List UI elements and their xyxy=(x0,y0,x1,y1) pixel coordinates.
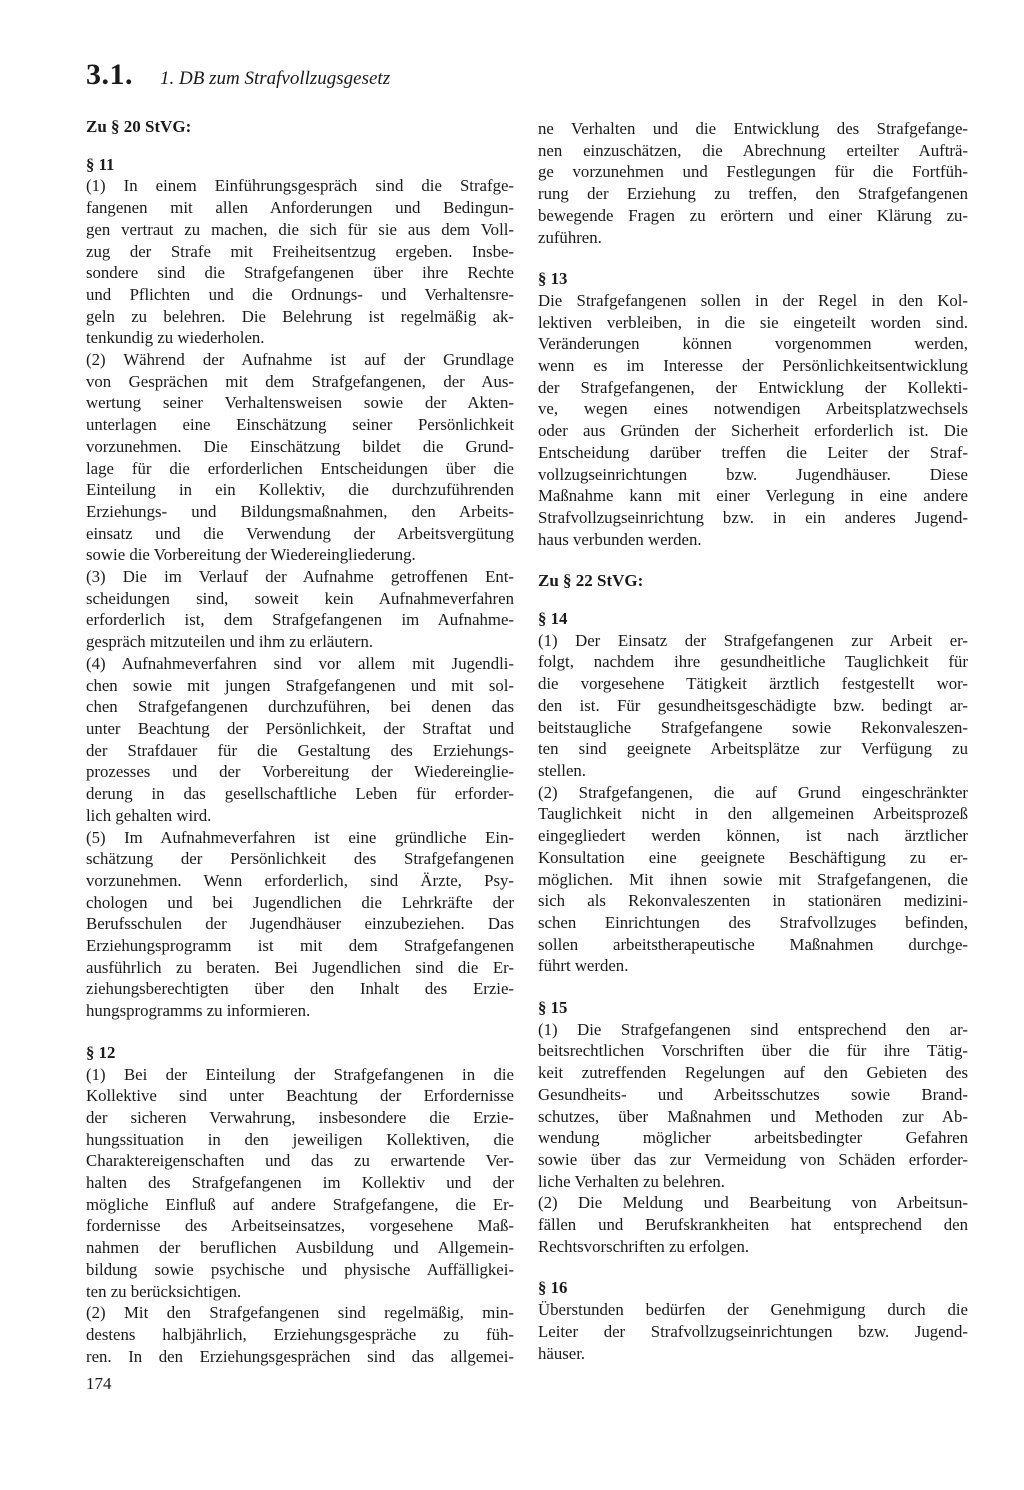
text-line: Entscheidung darüber treffen die Leiter der Straf- xyxy=(538,442,968,462)
text-line: vollzugseinrichtungen bzw. Jugendhäuser. Diese xyxy=(538,464,968,484)
text-line: (3) Die im Verlauf der Aufnahme getroffenen Ent- xyxy=(86,567,514,587)
paragraph-12 xyxy=(86,1042,514,1368)
paragraph-16 xyxy=(538,1277,968,1364)
text-line: Berufsschulen der Jugendhäuser einzubeziehen. Das xyxy=(86,914,514,934)
text-line: ne Verhalten und die Entwicklung des Strafgefange- xyxy=(538,119,968,138)
text-line: Leiter der Strafvollzugseinrichtungen bzw. Jugend- xyxy=(538,1321,968,1341)
paragraph-12-text xyxy=(86,1064,514,1368)
text-line: liche Verhalten zu belehren. xyxy=(538,1171,725,1191)
text-line: Kollektive sind unter Beachtung der Erfordernisse xyxy=(86,1086,514,1106)
paragraph-12-continued-text xyxy=(538,118,968,248)
text-line: wertung seiner Verhaltensweisen sowie der Akten- xyxy=(86,393,514,413)
text-line: sowie über das zur Vermeidung von Schäden erforder- xyxy=(538,1149,968,1169)
text-line: sollen arbeitstherapeutische Maßnahmen durchge- xyxy=(538,934,968,954)
text-line: ten sind geeignete Arbeitsplätze zur Verfügung zu xyxy=(538,739,968,759)
heading-zu-22-stvg: Zu § 22 StVG: xyxy=(538,571,644,591)
text-line: rung der Erziehung zu treffen, den Strafgefangenen xyxy=(538,184,968,204)
heading-zu-20-stvg: Zu § 20 StVG: xyxy=(86,117,192,136)
text-line: fangenen mit allen Anforderungen und Bedingun- xyxy=(86,198,514,218)
paragraph-12-label: § 12 xyxy=(86,1042,116,1062)
text-line: der Strafgefangenen, der Entwicklung der Kollekti- xyxy=(538,377,968,397)
text-line: Rechtsvorschriften zu erfolgen. xyxy=(538,1236,750,1256)
paragraph-11 xyxy=(86,154,514,1022)
text-line: (1) Bei der Einteilung der Strafgefangenen in die xyxy=(86,1064,514,1084)
text-line: chen Strafgefangenen durchzuführen, bei denen das xyxy=(86,697,514,717)
text-line: prozesses und der Vorbereitung der Wiedereinglie- xyxy=(86,762,514,782)
text-line: führt werden. xyxy=(538,956,629,976)
paragraph-13-text xyxy=(538,290,968,550)
paragraph-13 xyxy=(538,268,968,550)
text-line: halten des Strafgefangenen im Kollektiv und der xyxy=(86,1173,514,1193)
text-line: chen sowie mit jungen Strafgefangenen und mit sol- xyxy=(86,675,514,695)
text-line: Einteilung in ein Kollektiv, die durchzuführenden xyxy=(86,480,514,500)
text-line: nahmen der beruflichen Ausbildung und Allgemein- xyxy=(86,1238,514,1258)
text-line: sondere sind die Strafgefangenen über ihre Rechte xyxy=(86,263,514,283)
text-line: schutzes, über Maßnahmen und Methoden zur Ab- xyxy=(538,1106,968,1126)
paragraph-15 xyxy=(538,997,968,1257)
text-line: lektiven verbleiben, in die sie eingeteilt worden sind. xyxy=(538,312,968,332)
text-line: schen Einrichtungen des Strafvollzuges befinden, xyxy=(538,912,968,932)
paragraph-13-label: § 13 xyxy=(538,269,568,289)
text-line: folgt, nachdem ihre gesundheitliche Tauglichkeit für xyxy=(538,652,968,672)
text-line: beitsrechtlichen Vorschriften über die für ihre Tätig- xyxy=(538,1041,968,1061)
text-line: möglichen. Mit ihnen sowie mit Strafgefangenen, die xyxy=(538,869,968,889)
text-line: und Pflichten und die Ordnungs- und Verhaltensre- xyxy=(86,284,514,304)
text-line: wendung möglicher arbeitsbedingter Gefahren xyxy=(538,1128,968,1148)
paragraph-12-continued xyxy=(538,118,968,248)
text-line: fordernisse des Arbeitseinsatzes, vorgesehene Maß- xyxy=(86,1216,514,1236)
text-line: oder aus Gründen der Sicherheit erforderlich ist. Die xyxy=(538,421,968,441)
text-line: ziehungsberechtigten über den Inhalt des Erzie- xyxy=(86,979,514,999)
text-line: gespräch mitzuteilen und ihm zu erläutern. xyxy=(86,632,374,652)
paragraph-14-label: § 14 xyxy=(538,609,568,629)
text-line: (1) Der Einsatz der Strafgefangenen zur Arbeit er- xyxy=(538,630,968,650)
text-line: zug der Strafe mit Freiheitsentzug ergeben. Insbe- xyxy=(86,241,514,261)
text-line: die vorgesehene Tätigkeit ärztlich festgestellt wor- xyxy=(538,674,968,694)
text-line: ren. In den Erziehungsgesprächen sind das allgemei- xyxy=(86,1346,514,1366)
text-line: Konsultation eine geeignete Beschäftigung zu er- xyxy=(538,847,968,867)
text-line: bewegende Fragen zu erörtern und einer Klärung zu- xyxy=(538,205,968,225)
paragraph-14 xyxy=(538,608,968,977)
text-line: hungsprogramms zu informieren. xyxy=(86,1001,311,1021)
text-line: Gesundheits- und Arbeitsschutzes sowie Brand- xyxy=(538,1084,968,1104)
text-line: Maßnahme kann mit einer Verlegung in eine andere xyxy=(538,486,968,506)
text-line: Strafvollzugseinrichtung bzw. in ein anderes Jugend- xyxy=(538,507,968,527)
text-line: scheidungen sind, soweit kein Aufnahmeverfahren xyxy=(86,588,514,608)
text-line: ten zu berücksichtigen. xyxy=(86,1281,242,1301)
text-line: (4) Aufnahmeverfahren sind vor allem mit Jugendli- xyxy=(86,653,514,673)
paragraph-16-text xyxy=(538,1299,968,1364)
text-line: tenkundig zu wiederholen. xyxy=(86,328,265,348)
text-line: ve, wegen eines notwendigen Arbeitsplatzwechsels xyxy=(538,399,968,419)
text-line: chologen und bei Jugendlichen die Lehrkräfte der xyxy=(86,892,514,912)
text-line: vorzunehmen. Die Einschätzung bildet die Grund- xyxy=(86,436,514,456)
paragraph-15-text xyxy=(538,1019,968,1258)
text-line: Veränderungen können vorgenommen werden, xyxy=(538,334,968,354)
text-line: Die Strafgefangenen sollen in der Regel in den Kol- xyxy=(538,290,968,310)
right-column xyxy=(538,118,968,1384)
text-line: ausführlich zu beraten. Bei Jugendlichen sind die Er- xyxy=(86,957,514,977)
text-line: lage für die erforderlichen Entscheidungen über die xyxy=(86,458,514,478)
text-line: Tauglichkeit nicht in den allgemeinen Arbeitsprozeß xyxy=(538,804,968,824)
text-line: sich als Rekonvaleszenten in stationären medizini- xyxy=(538,891,968,911)
text-line: nen einzuschätzen, die Abrechnung erteilter Aufträ- xyxy=(538,140,968,160)
text-line: beitstaugliche Strafgefangene sowie Rekonvaleszen- xyxy=(538,717,968,737)
text-line: lich gehalten wird. xyxy=(86,805,212,825)
text-line: Überstunden bedürfen der Genehmigung durch die xyxy=(538,1300,968,1320)
text-line: wenn es im Interesse der Persönlichkeitsentwicklung xyxy=(538,356,968,376)
text-line: häuser. xyxy=(538,1343,586,1363)
text-line: unterlagen eine Einschätzung seiner Persönlichkeit xyxy=(86,415,514,435)
text-line: stellen. xyxy=(538,760,587,780)
section-number: 3.1. xyxy=(86,58,133,91)
text-line: bildung sowie psychische und physische Auffälligkei- xyxy=(86,1259,514,1279)
left-column xyxy=(86,116,514,1387)
text-line: mögliche Einfluß auf andere Strafgefangene, die Er- xyxy=(86,1194,514,1214)
text-line: fällen und Berufskrankheiten hat entsprechend den xyxy=(538,1215,968,1235)
text-line: vorzunehmen. Wenn erforderlich, sind Ärzte, Psy- xyxy=(86,870,514,890)
text-line: Erziehungsprogramm ist mit dem Strafgefangenen xyxy=(86,936,514,956)
text-line: (2) Mit den Strafgefangenen sind regelmäßig, min- xyxy=(86,1303,514,1323)
text-line: eingegliedert werden können, ist nach ärztlicher xyxy=(538,826,968,846)
text-line: ge vorzunehmen und Festlegungen für die Fortfüh- xyxy=(538,162,968,182)
paragraph-11-label: § 11 xyxy=(86,154,115,174)
page-number: 174 xyxy=(86,1374,112,1393)
text-line: einsatz und die Verwendung der Arbeitsvergütung xyxy=(86,523,514,543)
text-line: der sicheren Verwahrung, insbesondere die Erzie- xyxy=(86,1107,514,1127)
text-line: Erziehungs- und Bildungsmaßnahmen, den Arbeits- xyxy=(86,501,514,521)
running-header xyxy=(86,58,391,100)
text-line: hungssituation in den jeweiligen Kollektiven, die xyxy=(86,1129,514,1149)
text-line: (1) Die Strafgefangenen sind entsprechend den ar- xyxy=(538,1019,968,1039)
text-line: (2) Strafgefangenen, die auf Grund eingeschränkter xyxy=(538,782,968,802)
text-line: (1) In einem Einführungsgespräch sind die Strafge- xyxy=(86,176,514,196)
text-line: schätzung der Persönlichkeit des Strafgefangenen xyxy=(86,849,514,869)
text-line: keit zutreffenden Regelungen auf den Gebieten des xyxy=(538,1063,968,1083)
text-line: destens halbjährlich, Erziehungsgespräche zu füh- xyxy=(86,1324,514,1344)
text-line: derung in das gesellschaftliche Leben für erforder- xyxy=(86,784,514,804)
text-line: den ist. Für gesundheitsgeschädigte bzw. bedingt ar- xyxy=(538,695,968,715)
paragraph-14-text xyxy=(538,630,968,977)
text-line: gen vertraut zu machen, die sich für sie aus dem Voll- xyxy=(86,219,514,239)
text-line: (5) Im Aufnahmeverfahren ist eine gründliche Ein- xyxy=(86,827,514,847)
text-line: der Strafdauer für die Gestaltung des Erziehungs- xyxy=(86,740,514,760)
text-line: (2) Die Meldung und Bearbeitung von Arbeitsun- xyxy=(538,1193,968,1213)
text-line: (2) Während der Aufnahme ist auf der Grundlage xyxy=(86,350,514,370)
text-line: zuführen. xyxy=(538,227,602,247)
text-line: unter Beachtung der Persönlichkeit, der Straftat und xyxy=(86,718,514,738)
paragraph-15-label: § 15 xyxy=(538,998,568,1018)
text-line: von Gesprächen mit dem Strafgefangenen, der Aus- xyxy=(86,371,514,391)
text-line: Charaktereigenschaften und das zu erwartende Ver- xyxy=(86,1151,514,1171)
text-line: sowie die Vorbereitung der Wiedereingliederung. xyxy=(86,545,416,565)
paragraph-11-text xyxy=(86,175,514,1021)
text-line: geln zu belehren. Die Belehrung ist regelmäßig ak- xyxy=(86,306,514,326)
text-line: haus verbunden werden. xyxy=(538,529,702,549)
text-line: erforderlich ist, dem Strafgefangenen im Aufnahme- xyxy=(86,610,514,630)
paragraph-16-label: § 16 xyxy=(538,1278,568,1298)
section-title: 1. DB zum Strafvollzugsgesetz xyxy=(160,68,391,89)
